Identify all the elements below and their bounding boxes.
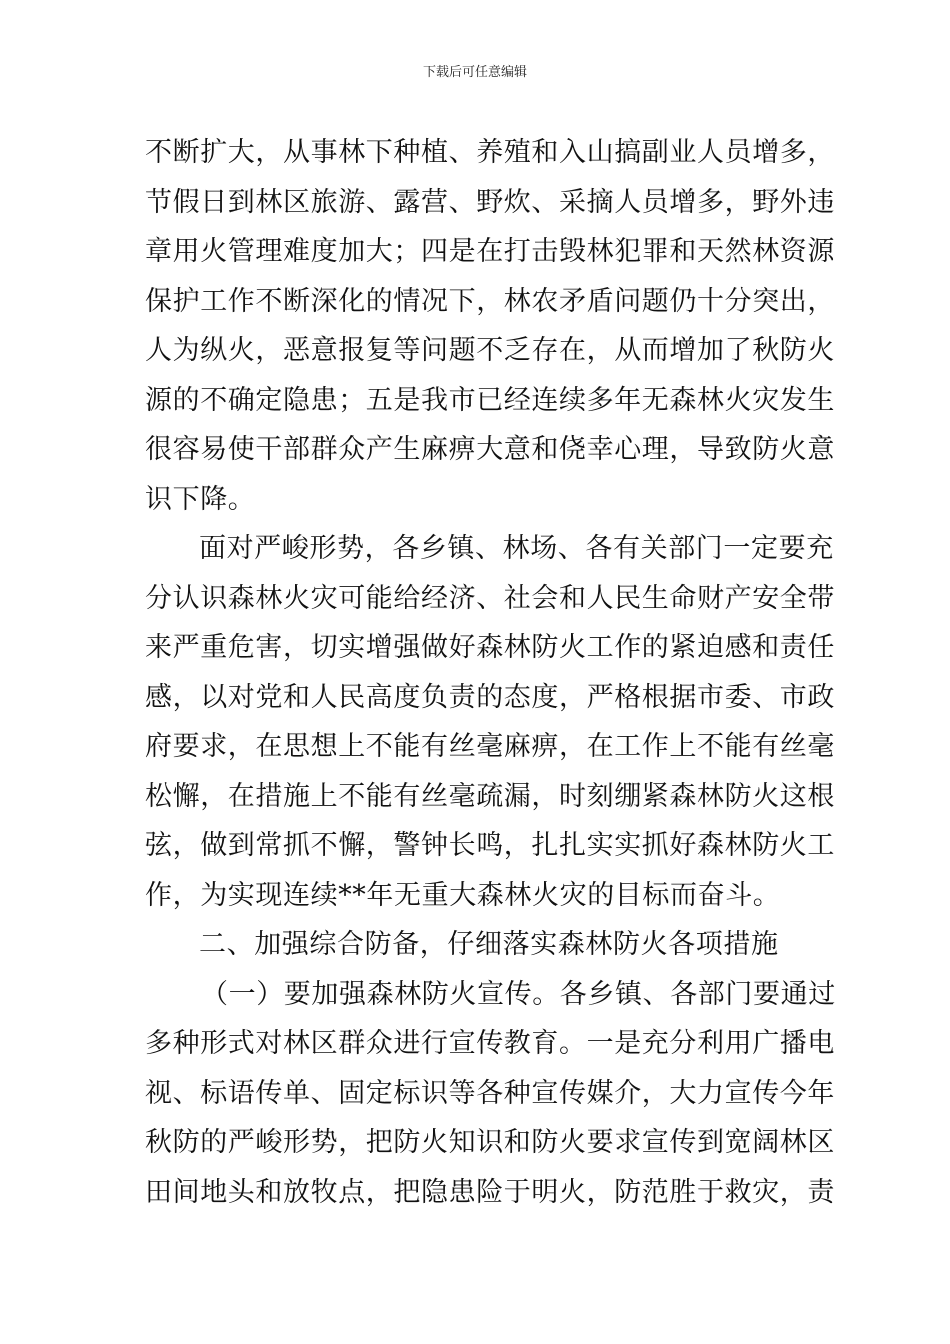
paragraph-severe-situation — [145, 524, 835, 920]
text-line: 来严重危害，切实增强做好森林防火工作的紧迫感和责任 — [145, 632, 835, 663]
text-line: 视、标语传单、固定标识等各种宣传媒介，大力宣传今年 — [145, 1077, 835, 1109]
text-line: 作，为实现连续**年无重大森林火灾的目标而奋斗。 — [145, 879, 781, 911]
text-line: 人为纵火，恶意报复等问题不乏存在，从而增加了秋防火 — [145, 335, 835, 366]
text-line: （一）要加强森林防火宣传。各乡镇、各部门要通过 — [201, 978, 836, 1010]
paragraph-fire-risk-causes — [145, 128, 835, 524]
text-line: 很容易使干部群众产生麻痹大意和侥幸心理，导致防火意 — [145, 434, 835, 465]
page-header: 下载后可任意编辑 — [422, 65, 527, 80]
text-line: 面对严峻形势，各乡镇、林场、各有关部门一定要充 — [199, 533, 834, 564]
text-line: 秋防的严峻形势，把防火知识和防火要求宣传到宽阔林区 — [145, 1127, 835, 1158]
document-body — [145, 128, 836, 1217]
text-line: 府要求，在思想上不能有丝毫麻痹，在工作上不能有丝毫 — [145, 731, 835, 762]
text-line: 感，以对党和人民高度负责的态度，严格根据市委、市政 — [145, 681, 835, 713]
section-heading — [145, 920, 825, 970]
text-line: 弦，做到常抓不懈，警钟长鸣，扎扎实实抓好森林防火工 — [145, 830, 835, 861]
text-line: 节假日到林区旅游、露营、野炊、采摘人员增多，野外违 — [145, 186, 835, 218]
text-line: 不断扩大，从事林下种植、养殖和入山搞副业人员增多， — [145, 137, 835, 168]
text-line: 田间地头和放牧点，把隐患险于明火，防范胜于救灾，责 — [145, 1176, 835, 1208]
text-line: 源的不确定隐患；五是我市已经连续多年无森林火灾发生 — [145, 384, 835, 416]
text-line: 分认识森林火灾可能给经济、社会和人民生命财产安全带 — [145, 582, 835, 614]
text-line: 多种形式对林区群众进行宣传教育。一是充分利用广播电 — [145, 1028, 835, 1059]
text-line: 识下降。 — [145, 483, 256, 515]
paragraph-publicity — [145, 970, 836, 1218]
section-heading-text: 二、加强综合防备，仔细落实森林防火各项措施 — [199, 929, 779, 960]
text-line: 松懈，在措施上不能有丝毫疏漏，时刻绷紧森林防火这根 — [145, 780, 835, 812]
text-line: 保护工作不断深化的情况下，林农矛盾问题仍十分突出， — [145, 285, 835, 317]
text-line: 章用火管理难度加大；四是在打击毁林犯罪和天然林资源 — [145, 236, 835, 267]
